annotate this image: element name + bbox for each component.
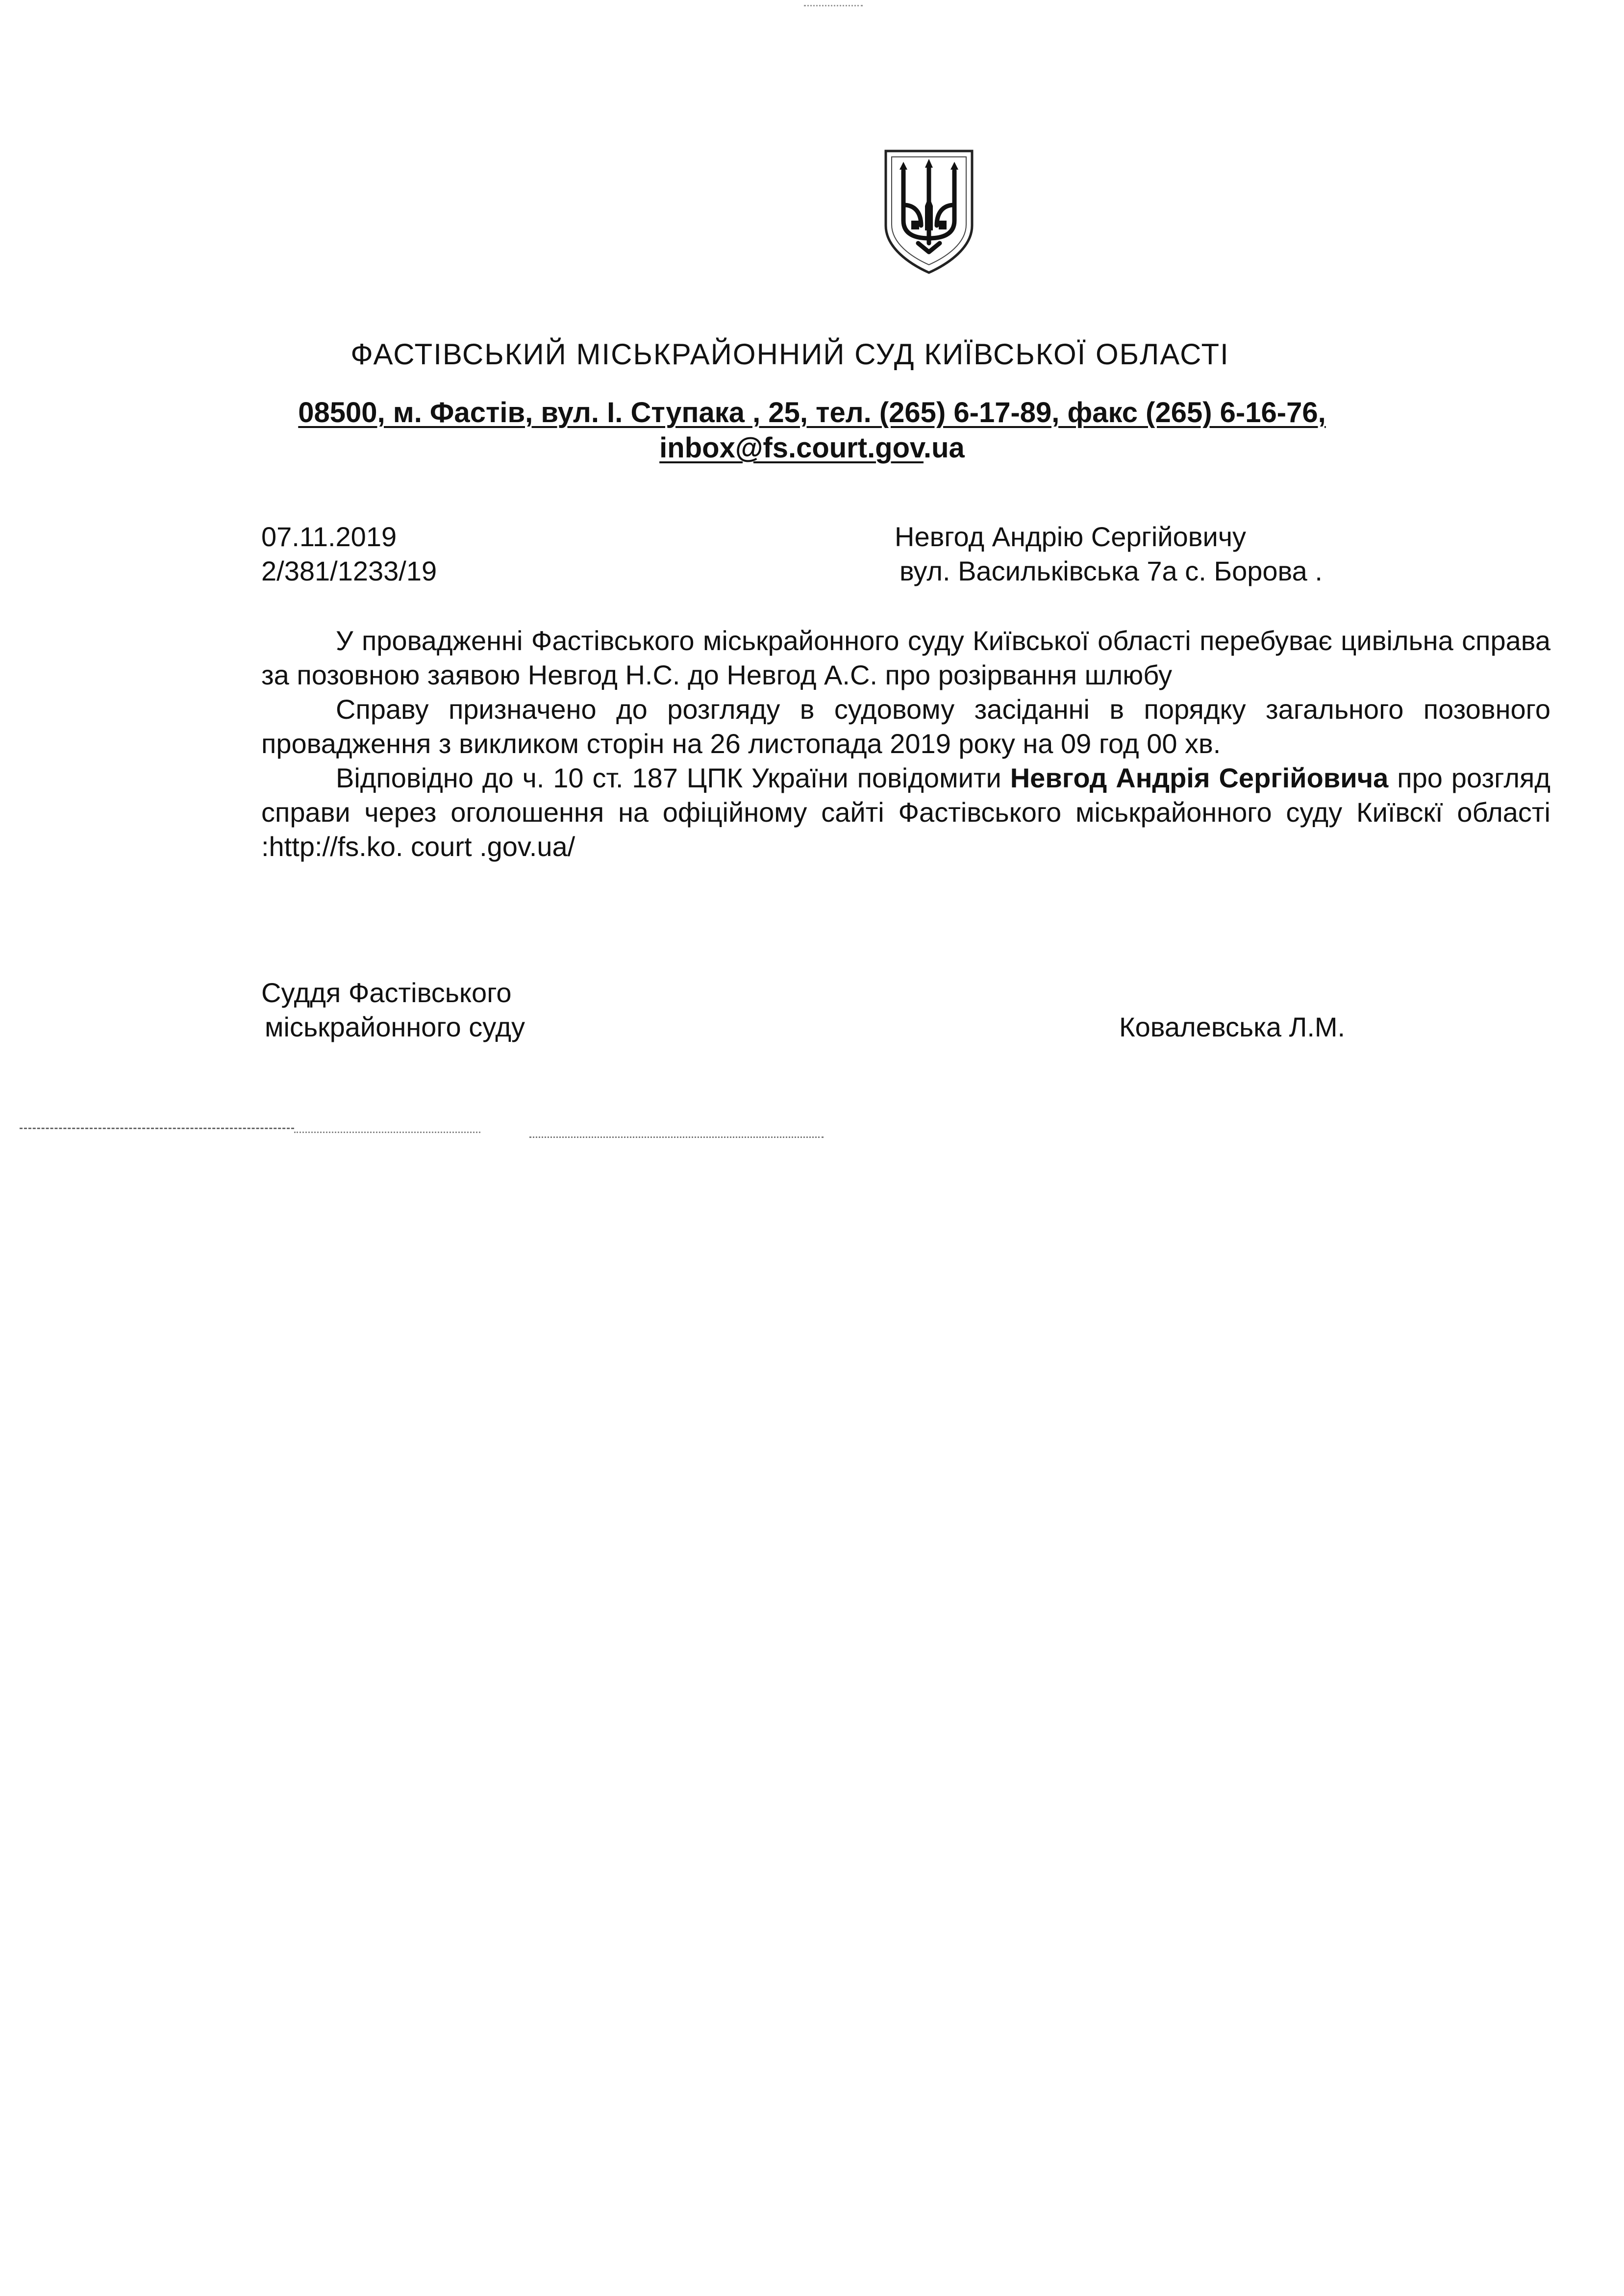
court-address: 08500, м. Фастів, вул. І. Ступака , 25, тел. (265) 6-17-89, факс (265) 6-16-76, bbox=[298, 397, 1326, 429]
trident-coat-of-arms-icon bbox=[880, 147, 978, 276]
scan-artifact-line bbox=[804, 5, 863, 6]
body-paragraph-1: У провадженні Фастівського міськрайонного суду Київської області перебуває цивільна справа за позовною заявою Невгод Н.С. до Невгод А.С. про розірвання шлюбу bbox=[261, 625, 1550, 690]
court-email-link[interactable]: inbox@fs.court.gov bbox=[659, 432, 924, 464]
body-paragraph-3-start: Відповідно до ч. 10 ст. 187 ЦПК України повідомити bbox=[336, 762, 1010, 793]
body-paragraph-2: Справу призначено до розгляду в судовому засіданні в порядку загального позовного провадження з викликом сторін на 26 листопада 2019 року на 09 год 00 хв. bbox=[261, 694, 1550, 759]
scan-artifact-line bbox=[529, 1136, 824, 1138]
judge-name: Ковалевська Л.М. bbox=[1119, 1011, 1346, 1042]
signature-title-line-2: міськрайонного суду bbox=[265, 1011, 525, 1042]
scan-artifact-line bbox=[294, 1132, 480, 1133]
letter-date: 07.11.2019 bbox=[261, 521, 397, 552]
scan-artifact-line bbox=[20, 1128, 294, 1129]
court-email bbox=[0, 431, 1624, 464]
court-name: ФАСТІВСЬКИЙ МІСЬКРАЙОННИЙ СУД КИЇВСЬКОЇ ОБЛАСТІ bbox=[350, 338, 1229, 371]
case-number: 2/381/1233/19 bbox=[261, 555, 437, 586]
addressee-name: Невгод Андрію Сергійовичу bbox=[895, 521, 1247, 552]
defendant-name-bold: Невгод Андрія Сергійовича bbox=[1010, 762, 1389, 793]
addressee-street: вул. Васильківська 7а с. Борова . bbox=[899, 555, 1323, 586]
body-paragraph-3 bbox=[261, 761, 1550, 864]
body-paragraph-3-end: про розгляд справи через оголошення на офіційному сайті Фастівського міськрайонного суду Київскї області :http://fs.ko. court .gov.ua/ bbox=[261, 762, 1551, 862]
court-email-suffix: .ua bbox=[924, 432, 965, 464]
letter-body bbox=[261, 624, 1550, 864]
signature-title-line-1: Суддя Фастівського bbox=[261, 977, 512, 1008]
